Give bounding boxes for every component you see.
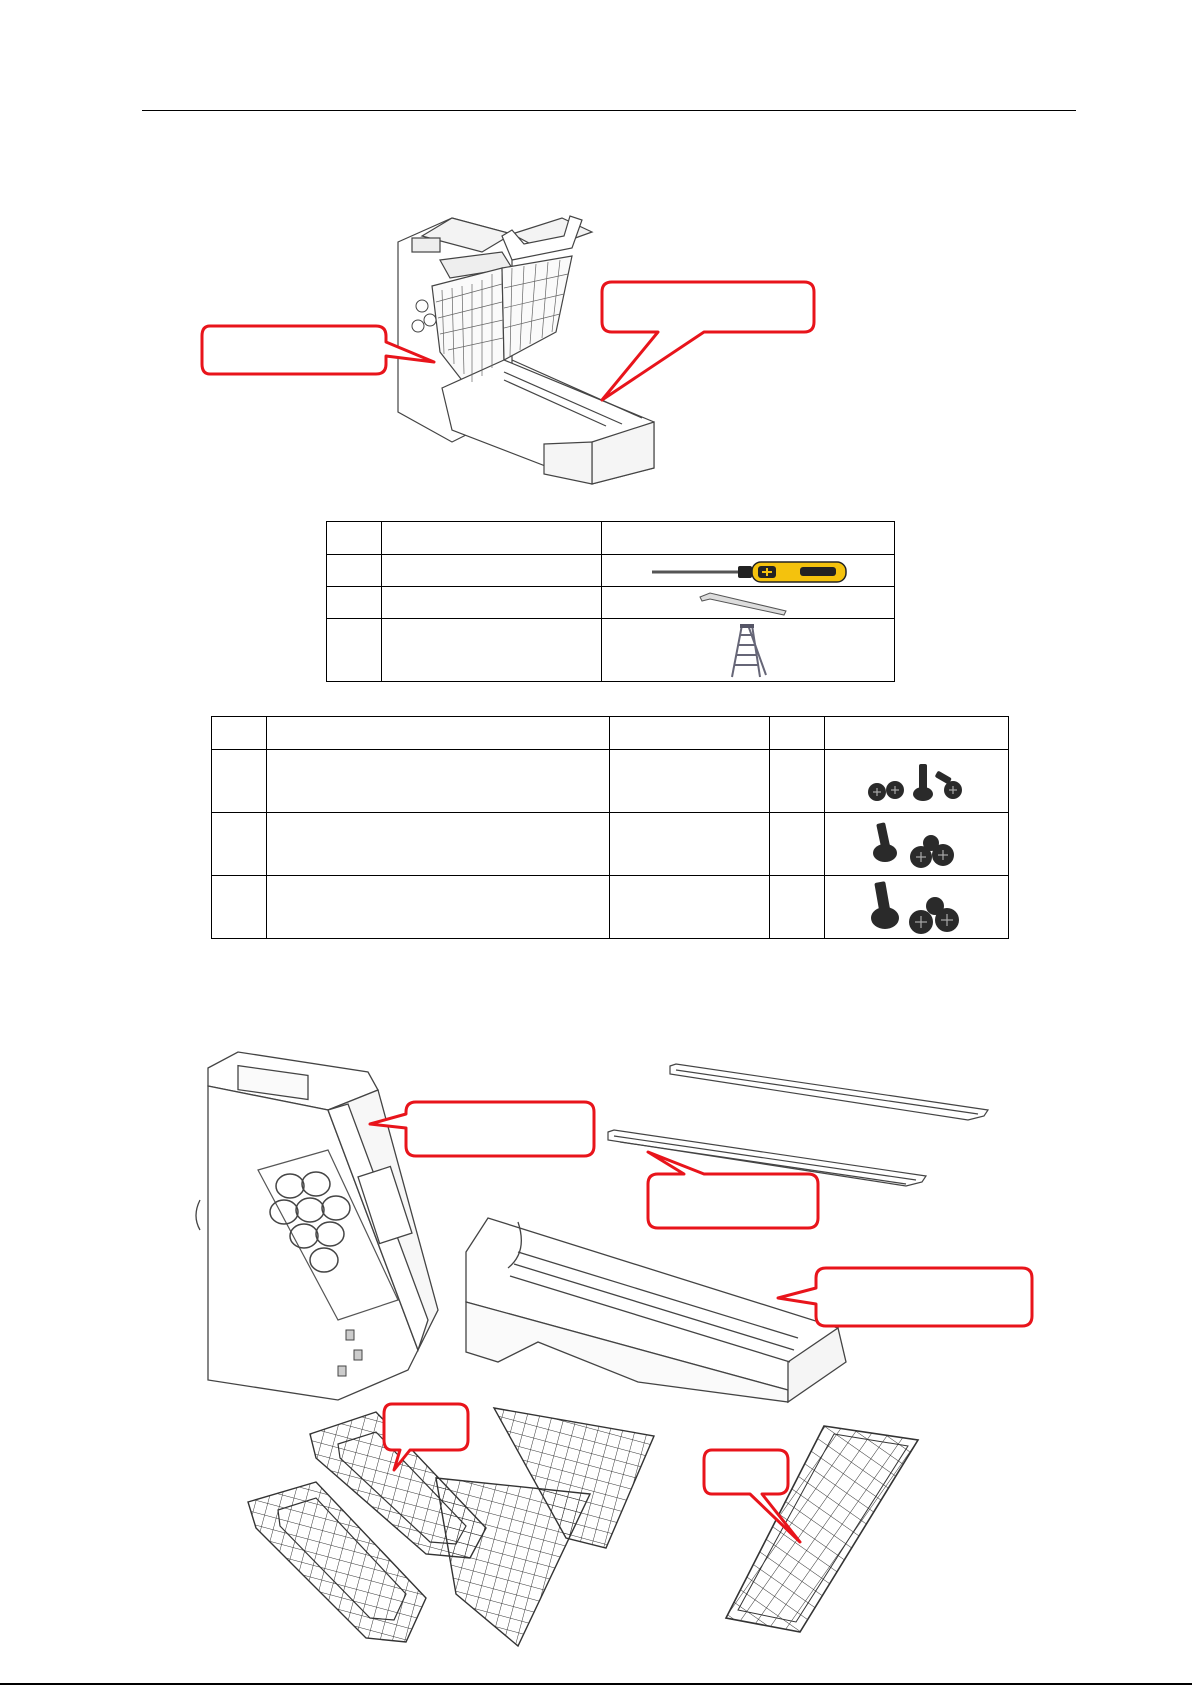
callout-right-text (606, 284, 806, 330)
tools-row-no (327, 619, 382, 682)
callout-rails-text (652, 1178, 814, 1224)
callout-left-text (204, 328, 382, 372)
screw-set-large-icon (865, 880, 975, 936)
screws-row-spec (610, 876, 770, 939)
screws-row-no (212, 750, 267, 813)
header-rule (142, 110, 1076, 111)
tools-row-name (382, 619, 602, 682)
screws-row-no (212, 876, 267, 939)
tools-row-image-cell (602, 587, 895, 619)
screws-row-qty (770, 876, 825, 939)
screws-header-name (267, 717, 610, 750)
ladder-icon (728, 623, 768, 679)
screws-row-no (212, 813, 267, 876)
table-row (327, 587, 895, 619)
screw-set-small-icon (865, 756, 969, 806)
allen-key-icon (698, 591, 790, 617)
tools-row-name (382, 587, 602, 619)
table-row (212, 813, 1009, 876)
callout-top-mesh-text (706, 1452, 784, 1490)
table-row (212, 750, 1009, 813)
table-row (327, 619, 895, 682)
screws-header-no (212, 717, 267, 750)
table-row (212, 876, 1009, 939)
tools-row-name (382, 555, 602, 587)
callout-cabinet-text (412, 1104, 590, 1152)
tools-header-no (327, 522, 382, 555)
screws-header-qty (770, 717, 825, 750)
screws-row-name (267, 813, 610, 876)
table-row (327, 555, 895, 587)
tools-row-no (327, 587, 382, 619)
screw-set-medium-icon (869, 819, 969, 871)
tools-header-image (602, 522, 895, 555)
tools-table (326, 521, 895, 682)
tools-row-image-cell (602, 619, 895, 682)
callout-base-text (820, 1270, 1030, 1324)
screws-table-header-row (212, 717, 1009, 750)
screws-row-qty (770, 813, 825, 876)
rail-upper-drawing (668, 1062, 990, 1124)
screws-header-spec (610, 717, 770, 750)
screws-row-qty (770, 750, 825, 813)
callout-side-mesh-text (386, 1406, 464, 1444)
tools-row-no (327, 555, 382, 587)
screws-row-name (267, 750, 610, 813)
screws-row-spec (610, 750, 770, 813)
tools-row-image-cell (602, 555, 895, 587)
screws-row-spec (610, 813, 770, 876)
screws-header-image (825, 717, 1009, 750)
screws-row-image-cell (825, 813, 1009, 876)
screws-row-name (267, 876, 610, 939)
screws-row-image-cell (825, 876, 1009, 939)
screwdriver-icon (650, 560, 850, 582)
screws-table (211, 716, 1009, 939)
tools-table-header-row (327, 522, 895, 555)
screws-row-image-cell (825, 750, 1009, 813)
tools-header-name (382, 522, 602, 555)
